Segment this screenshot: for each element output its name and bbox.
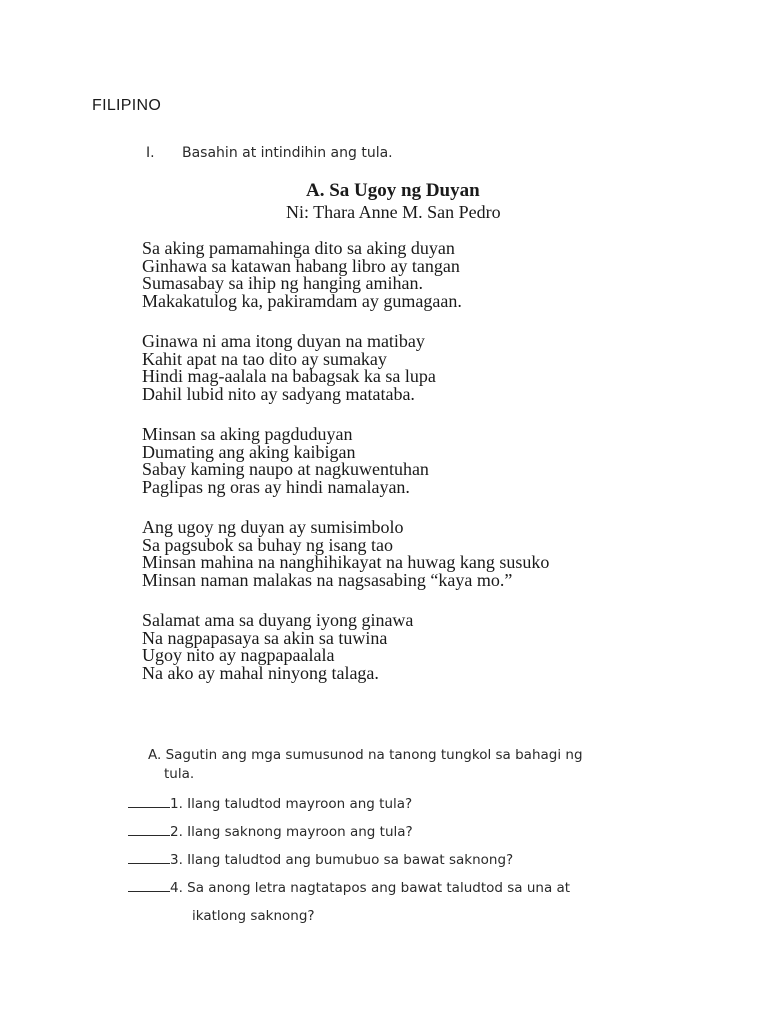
poem-line: Paglipas ng oras ay hindi namalayan. — [142, 476, 410, 497]
poem-line: Na nagpapasaya sa akin sa tuwina — [142, 627, 388, 648]
poem-author: Ni: Thara Anne M. San Pedro — [286, 202, 501, 222]
poem-line: Ang ugoy ng duyan ay sumisimbolo — [142, 517, 404, 537]
question-1 — [128, 794, 728, 822]
poem-line: Minsan naman malakas na nagsasabing “kaya mo.” — [142, 569, 513, 590]
stanza-2 — [142, 333, 549, 403]
poem-line: Salamat ama sa duyang iyong ginawa — [142, 610, 414, 630]
poem-body — [142, 240, 549, 705]
question-text: 4. Sa anong letra nagtatapos ang bawat taludtod sa una at — [170, 880, 571, 896]
stanza-1 — [142, 240, 549, 310]
stanza-5 — [142, 612, 549, 682]
question-2 — [128, 822, 728, 850]
question-list — [128, 794, 728, 926]
poem-line: Sa pagsubok sa buhay ng isang tao — [142, 534, 393, 555]
section-a-line-1: A. Sagutin ang mga sumusunod na tanong tungkol sa bahagi ng — [148, 747, 583, 763]
answer-blank-2[interactable] — [128, 823, 170, 836]
question-text: 2. Ilang saknong mayroon ang tula? — [170, 824, 413, 840]
section-a-instruction — [148, 746, 668, 784]
poem-line: Ginawa ni ama itong duyan na matibay — [142, 331, 425, 351]
answer-blank-4[interactable] — [128, 879, 170, 892]
question-text: 1. Ilang taludtod mayroon ang tula? — [170, 796, 413, 812]
instruction — [146, 145, 393, 161]
poem-title: A. Sa Ugoy ng Duyan — [306, 180, 480, 201]
question-4-continuation: ikatlong saknong? — [192, 908, 315, 924]
stanza-4 — [142, 519, 549, 589]
answer-blank-3[interactable] — [128, 851, 170, 864]
poem-line: Minsan mahina na nanghihikayat na huwag kang susuko — [142, 552, 550, 572]
poem-line: Minsan sa aking pagduduyan — [142, 424, 353, 444]
poem-line: Makakatulog ka, pakiramdam ay gumagaan. — [142, 290, 462, 311]
question-3 — [128, 850, 728, 878]
instruction-number: I. — [146, 145, 155, 161]
subject-heading: FILIPINO — [92, 97, 162, 114]
poem-line: Na ako ay mahal ninyong talaga. — [142, 662, 379, 683]
stanza-3 — [142, 426, 549, 496]
answer-blank-1[interactable] — [128, 795, 170, 808]
poem-line: Sa aking pamamahinga dito sa aking duyan — [142, 238, 455, 258]
section-a-line-2: tula. — [164, 766, 195, 782]
poem-line: Sumasabay sa ihip ng hanging amihan. — [142, 273, 423, 293]
question-text: 3. Ilang taludtod ang bumubuo sa bawat saknong? — [170, 852, 514, 868]
poem-line: Dahil lubid nito ay sadyang matataba. — [142, 383, 415, 404]
poem-line: Ginhawa sa katawan habang libro ay tangan — [142, 255, 460, 276]
instruction-text: Basahin at intindihin ang tula. — [182, 145, 393, 161]
poem-line: Kahit apat na tao dito ay sumakay — [142, 348, 387, 369]
question-4 — [128, 878, 728, 906]
poem-line: Ugoy nito ay nagpapaalala — [142, 645, 335, 665]
poem-line: Sabay kaming naupo at nagkuwentuhan — [142, 459, 429, 479]
poem-line: Hindi mag-aalala na babagsak ka sa lupa — [142, 366, 436, 386]
poem-line: Dumating ang aking kaibigan — [142, 441, 356, 462]
